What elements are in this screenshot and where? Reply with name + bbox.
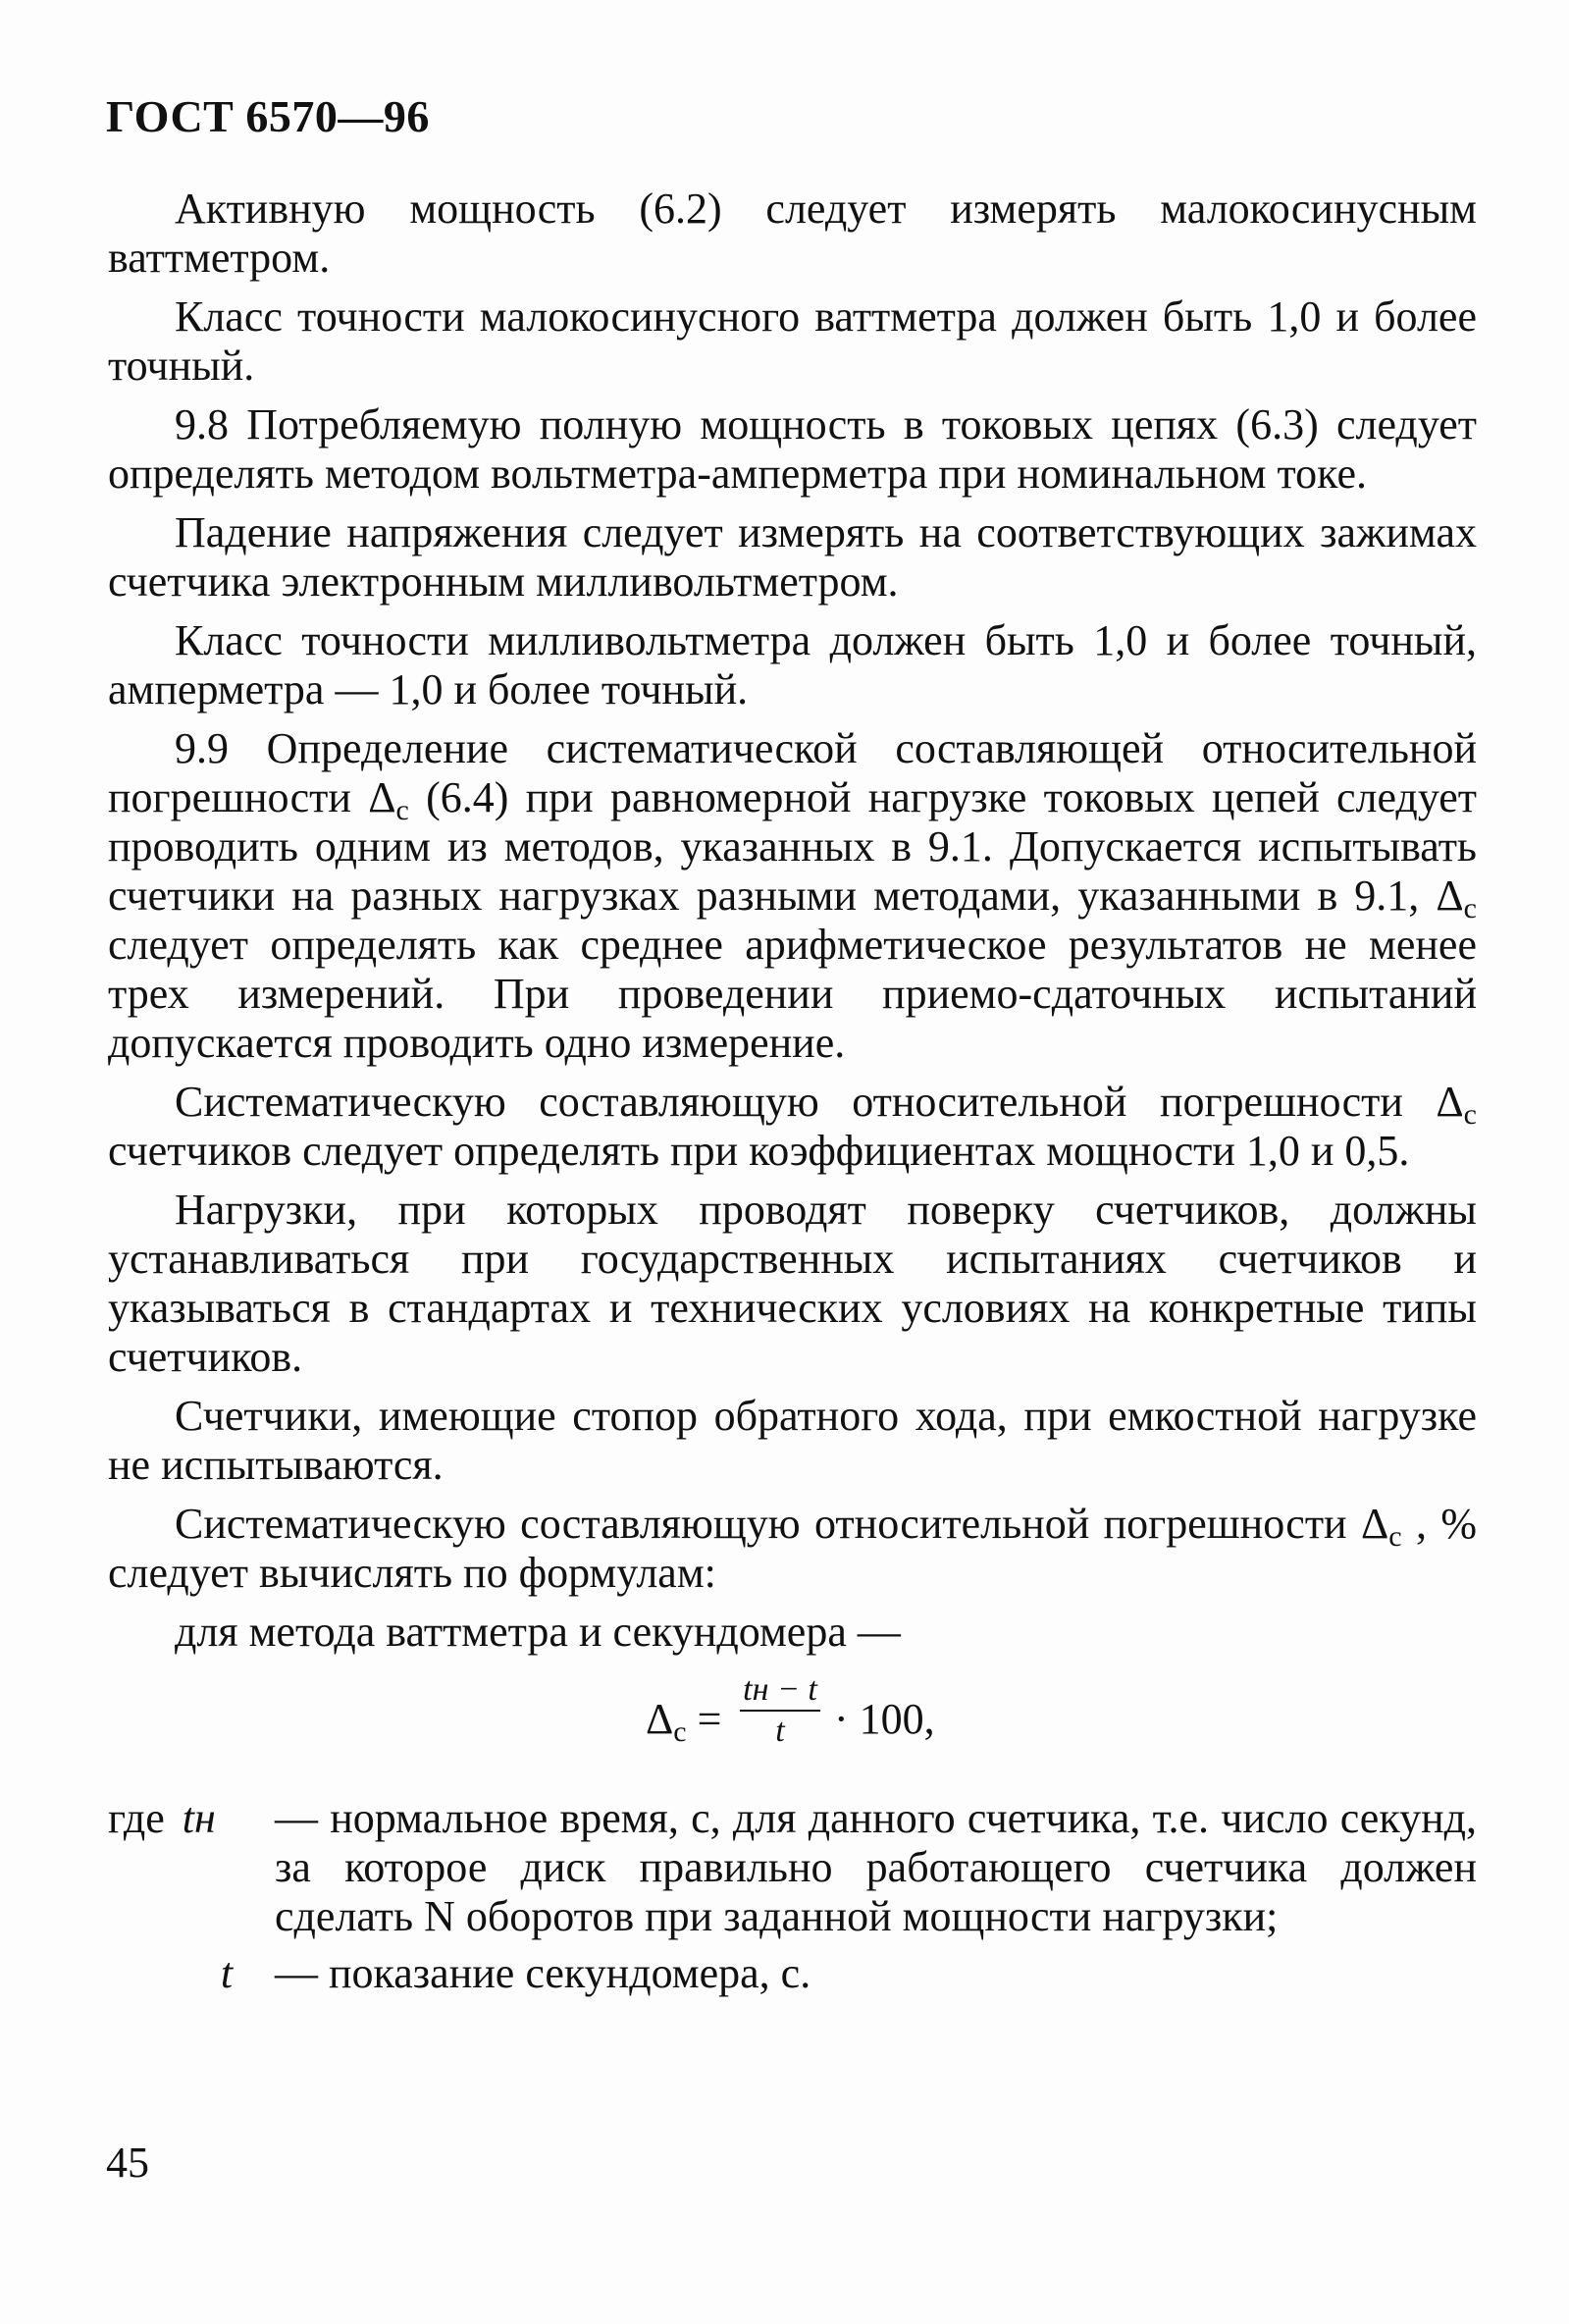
formula-fraction — [736, 1670, 824, 1751]
subscript: c — [1388, 1520, 1402, 1553]
page-number: 45 — [106, 2139, 149, 2187]
definition-text: — показание секундомера, с. — [275, 1949, 811, 1997]
definition-item — [108, 1949, 1477, 1998]
fraction-numerator: tн − t — [743, 1671, 817, 1708]
paragraph: Счетчики, имеющие стопор обратного хода, при емкостной нагрузке не испытываются. — [108, 1392, 1477, 1489]
subscript: c — [1463, 1098, 1477, 1131]
paragraph: Нагрузки, при которых проводят поверку счетчиков, должны устанавливаться при государственных испытаниях счетчиков и указываться в стандартах и технических условиях на конкретные типы счетчиков. — [108, 1186, 1477, 1381]
text-run: (6.4) при равномерной нагрузке токовых цепей следует проводить одним из методов, указанных в 9.1. Допускается испытывать счетчики на разных нагрузках разными методами, указанными в 9.1, Δ — [108, 773, 1477, 920]
text-run: счетчиков следует определять при коэффициентах мощности 1,0 и 0,5. — [108, 1127, 1410, 1175]
paragraph: Класс точности милливольтметра должен быть 1,0 и более точный, амперметра — 1,0 и более точный. — [108, 616, 1477, 713]
paragraph-9-9 — [108, 724, 1477, 1068]
paragraph: для метода ваттметра и секундомера — — [175, 1608, 901, 1656]
paragraph: Активную мощность (6.2) следует измерять малокосинусным ваттметром. — [108, 185, 1477, 282]
paragraph: Класс точности малокосинусного ваттметра должен быть 1,0 и более точный. — [108, 292, 1477, 390]
text-run: , % следует вычислять по формулам: — [108, 1500, 1478, 1597]
subscript: c — [673, 1716, 687, 1748]
equals-sign: = — [686, 1695, 722, 1743]
fraction-denominator: t — [775, 1713, 785, 1749]
definitions-list — [108, 1794, 1477, 1998]
definition-key — [108, 1794, 275, 1941]
paragraph: 9.8 Потребляемую полную мощность в токовых цепях (6.3) следует определять методом вольтметра-амперметра при номинальном токе. — [108, 400, 1477, 498]
definition-symbol: t — [220, 1949, 234, 1997]
definition-key — [108, 1949, 275, 1998]
subscript: c — [395, 794, 409, 826]
formula-rhs: · 100, — [834, 1695, 935, 1743]
definition-item — [108, 1794, 1477, 1941]
text-run: Систематическую составляющую относительной погрешности Δ — [175, 1078, 1464, 1126]
subscript: c — [1463, 892, 1477, 924]
text-run: Систематическую составляющую относительной погрешности Δ — [175, 1500, 1389, 1548]
text-run: 9.9 Определение систематической составляющей относительной погрешности Δ — [108, 724, 1477, 821]
paragraph — [108, 1500, 1477, 1598]
paragraph — [108, 1078, 1477, 1176]
definition-text: — нормальное время, с, для данного счетчика, т.е. число секунд, за которое диск правильно работающего счетчика должен сделать N оборотов при заданной мощности нагрузки; — [275, 1794, 1477, 1940]
formula-lhs — [646, 1694, 722, 1748]
paragraph: Падение напряжения следует измерять на соответствующих зажимах счетчика электронным милливольтметром. — [108, 508, 1477, 606]
delta-symbol: Δ — [646, 1695, 674, 1743]
document-body — [108, 185, 1477, 2006]
definition-prefix: где — [108, 1794, 165, 1842]
text-run: следует определять как среднее арифметическое результатов не менее трех измерений. При проведении приемо-сдаточных испытаний допускается проводить одно измерение. — [108, 921, 1477, 1067]
formula — [108, 1670, 1477, 1778]
definition-symbol: tн — [182, 1794, 216, 1842]
document-header: ГОСТ 6570—96 — [106, 91, 430, 141]
